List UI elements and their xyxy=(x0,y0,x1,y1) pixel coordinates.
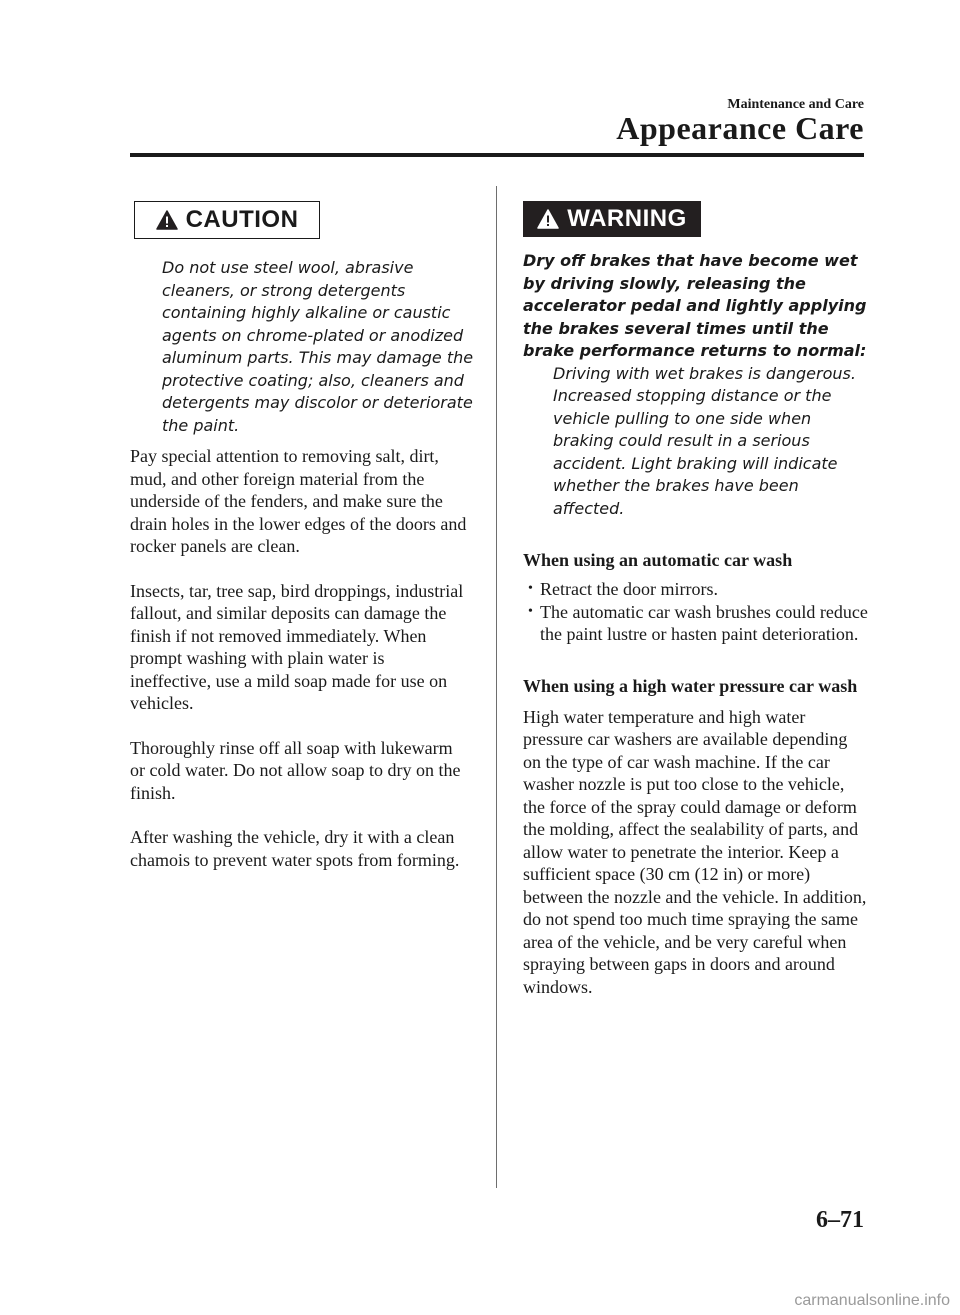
list-item-text: The automatic car wash brushes could reduce the paint lustre or hasten paint deterioration. xyxy=(540,601,868,644)
warning-triangle-icon xyxy=(537,209,559,229)
page-title: Appearance Care xyxy=(616,110,864,146)
list-item-text: Retract the door mirrors. xyxy=(540,579,718,599)
caution-label: CAUTION xyxy=(185,206,299,233)
list-item xyxy=(523,578,868,601)
column-divider xyxy=(496,186,497,1188)
caution-text: Do not use steel wool, abrasive cleaners, or strong detergents containing highly alkaline or caustic agents on chrome-plated or anodized aluminum parts. This may damage the protective coating; also, cleaners and detergents may discolor or deteriorate the paint. xyxy=(162,258,474,435)
warning-label: WARNING xyxy=(567,205,687,232)
paragraph: Thoroughly rinse off all soap with lukewarm or cold water. Do not allow soap to dry on the finish. xyxy=(130,737,461,803)
warning-triangle-icon xyxy=(156,210,178,230)
auto-wash-heading: When using an automatic car wash xyxy=(523,550,793,570)
paragraph: After washing the vehicle, dry it with a clean chamois to prevent water spots from forming. xyxy=(130,827,460,870)
running-header-section: Maintenance and Care xyxy=(727,97,864,112)
warning-body: Driving with wet brakes is dangerous. Increased stopping distance or the vehicle pulling to one side when braking could result in a serious accident. Light braking will indicate whether the brakes have been affected. xyxy=(553,363,856,518)
caution-box xyxy=(134,201,320,239)
right-column xyxy=(523,201,868,1020)
bullet-icon: • xyxy=(528,603,533,619)
paragraph: Insects, tar, tree sap, bird droppings, industrial fallout, and similar deposits can damage the finish if not removed immediately. When prompt washing with plain water is ineffective, use a mild soap made for use on vehicles. xyxy=(130,580,464,713)
high-pressure-heading: When using a high water pressure car wash xyxy=(523,675,858,696)
warning-lead: Dry off brakes that have become wet by driving slowly, releasing the accelerator pedal and lightly applying the brakes several times until the brake performance returns to normal: xyxy=(523,251,867,360)
left-column xyxy=(130,201,474,893)
paragraph: Pay special attention to removing salt, dirt, mud, and other foreign material from the underside of the fenders, and make sure the drain holes in the lower edges of the doors and rocker panels are clean. xyxy=(130,446,467,556)
bullet-icon: • xyxy=(528,581,533,596)
paragraph: High water temperature and high water pressure car washers are available depending on the type of car wash machine. If the car washer nozzle is put too close to the vehicle, the force of the spray could damage or deform the molding, affect the sealability of parts, and allow water to penetrate the interior. Keep a sufficient space (30 cm (12 in) or more) between the nozzle and the vehicle. In addition, do not spend too much time spraying the same area of the vehicle, and be very careful when spraying between gaps in doors and around windows. xyxy=(523,706,867,997)
page-number: 6–71 xyxy=(816,1207,864,1233)
list-item xyxy=(523,601,868,646)
watermark: carmanualsonline.info xyxy=(794,1292,950,1309)
warning-box xyxy=(523,201,701,237)
auto-wash-list xyxy=(523,578,868,646)
header-rule xyxy=(130,153,864,157)
